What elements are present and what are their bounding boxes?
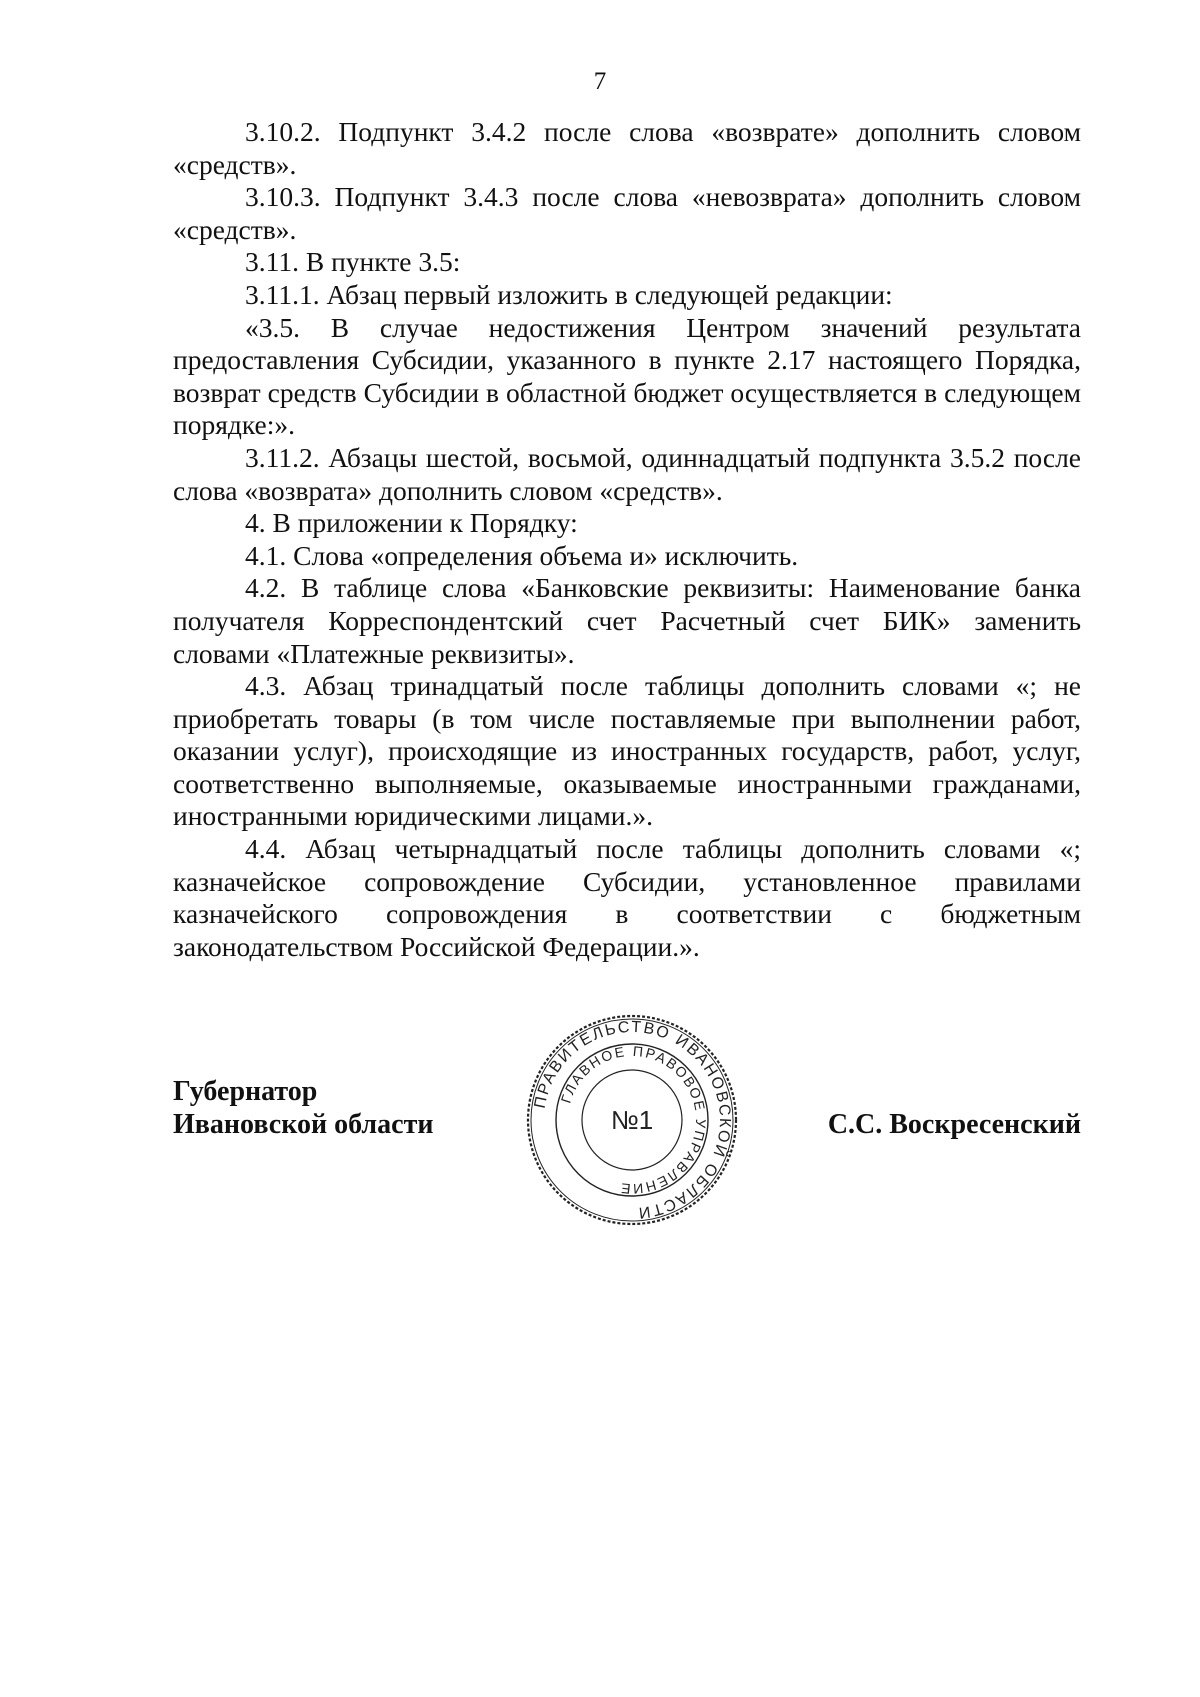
paragraph-3-10-2: 3.10.2. Подпункт 3.4.2 после слова «возврате» дополнить словом «средств». — [173, 116, 1081, 180]
paragraph-4-3: 4.3. Абзац тринадцатый после таблицы дополнить словами «; не приобретать товары (в том числе поставляемые при выполнении работ, оказании услуг), происходящие из иностранных государств, работ, услуг, соответственно выполняемые, оказываемые иностранными гражданами, иностранными юридическими лицами.». — [173, 670, 1081, 832]
document-body — [173, 116, 1081, 963]
stamp-inner-textpath: ГЛАВНОЕ ПРАВОВОЕ УПРАВЛЕНИЕ — [557, 1042, 710, 1198]
paragraph-4-4: 4.4. Абзац четырнадцатый после таблицы дополнить словами «; казначейское сопровождение Субсидии, установленное правилами казначейского сопровождения в соответствии с бюджетным законодательством Российской Федерации.». — [173, 833, 1081, 962]
signatory-name: С.С. Воскресенский — [827, 1109, 1081, 1140]
signatory-title-line-2: Ивановской области — [173, 1109, 434, 1140]
official-stamp — [522, 1010, 742, 1230]
stamp-outer-textpath: ПРАВИТЕЛЬСТВО ИВАНОВСКОЙ ОБЛАСТИ — [531, 1018, 734, 1222]
paragraph-3-11-2: 3.11.2. Абзацы шестой, восьмой, одиннадцатый подпункта 3.5.2 после слова «возврата» дополнить словом «средств». — [173, 441, 1081, 506]
page-number: 7 — [593, 68, 607, 95]
paragraph-4-1: 4.1. Слова «определения объема и» исключить. — [245, 539, 799, 571]
paragraph-3-11: 3.11. В пункте 3.5: — [245, 246, 461, 278]
paragraph-3-11-1: 3.11.1. Абзац первый изложить в следующей редакции: — [245, 278, 893, 310]
signatory-title — [173, 1075, 433, 1141]
signatory-title-line-1: Губернатор — [173, 1076, 318, 1107]
paragraph-4-2: 4.2. В таблице слова «Банковские реквизиты: Наименование банка получателя Корреспондентский счет Расчетный счет БИК» заменить словами «Платежные реквизиты». — [173, 572, 1081, 669]
paragraph-3-5-quote: «3.5. В случае недостижения Центром значений результата предоставления Субсидии, указанного в пункте 2.17 настоящего Порядка, возврат средств Субсидии в областной бюджет осуществляется в следующем порядке:». — [173, 311, 1081, 441]
stamp-seal-icon — [522, 1010, 742, 1230]
stamp-number: №1 — [610, 1105, 654, 1135]
paragraph-3-10-3: 3.10.3. Подпункт 3.4.3 после слова «невозврата» дополнить словом «средств». — [173, 181, 1081, 245]
paragraph-4: 4. В приложении к Порядку: — [245, 507, 578, 539]
